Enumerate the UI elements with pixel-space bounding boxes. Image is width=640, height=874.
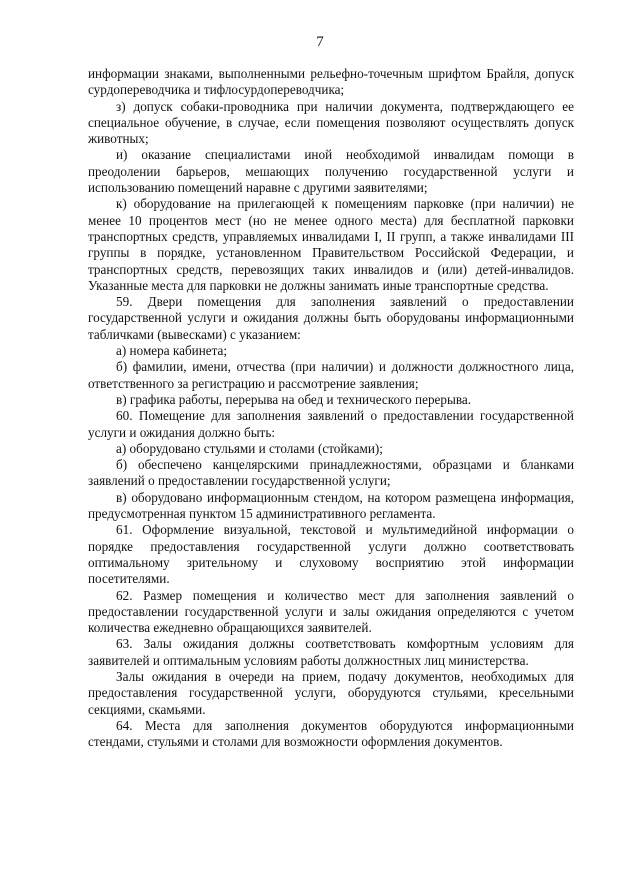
paragraph-59-v: в) графика работы, перерыва на обед и технического перерыва. [116,391,472,407]
paragraph-59: 59. Двери помещения для заполнения заявлений о предоставлении государственной услуги и ожидания должны быть оборудованы информационными табличками (вывесками) с указанием: [88,294,574,342]
paragraph-60-b: б) обеспечено канцелярскими принадлежностями, образцами и бланками заявлений о предоставлении государственной услуги; [88,457,574,489]
paragraph-60-a: а) оборудовано стульями и столами (стойками); [116,440,383,456]
paragraph-item-z: з) допуск собаки-проводника при наличии документа, подтверждающего ее специальное обучение, в случае, если помещения позволяют осуществлять допуск животных; [88,98,574,147]
paragraph-item-i: и) оказание специалистами иной необходимой инвалидам помощи в преодолении барьеров, мешающих получению государственной услуги и использованию помещений наравне с другими заявителями; [88,147,574,196]
paragraph-continuation: информации знаками, выполненными рельефно-точечным шрифтом Брайля, допуск сурдопереводчика и тифлосурдопереводчика; [88,66,574,98]
paragraph-63: 63. Залы ожидания должны соответствовать комфортным условиям для заявителей и оптимальным условиям работы должностных лиц министерства. [88,636,574,668]
paragraph-64: 64. Места для заполнения документов оборудуются информационными стендами, стульями и столами для возможности оформления документов. [88,717,574,750]
paragraph-59-b: б) фамилии, имени, отчества (при наличии) и должности должностного лица, ответственного за регистрацию и рассмотрение заявления; [88,359,574,391]
paragraph-63-waiting-halls: Залы ожидания в очереди на прием, подачу документов, необходимых для предоставления государственной услуги, оборудуются стульями, кресельными секциями, скамьями. [88,668,574,717]
paragraph-60: 60. Помещение для заполнения заявлений о предоставлении государственной услуги и ожидания должно быть: [88,408,574,440]
paragraph-item-k: к) оборудование на прилегающей к помещениям парковке (при наличии) не менее 10 процентов мест (но не менее одного места) для бесплатной парковки транспортных средств, управляемых инвалидами I, II групп, а также инвалидами III группы в порядке, установленном Правительством Российской Федерации, и транспортных средств, перевозящих таких инвалидов и (или) детей-инвалидов. Указанные места для парковки не должны занимать иные транспортные средства. [88,196,574,293]
page-number: 7 [316,34,324,50]
paragraph-60-v: в) оборудовано информационным стендом, на котором размещена информация, предусмотренная пунктом 15 административного регламента. [88,489,574,522]
paragraph-61: 61. Оформление визуальной, текстовой и мультимедийной информации о порядке предоставления государственной услуги должно соответствовать оптимальному зрительному и слуховому восприятию этой информации посетителями. [88,522,574,587]
paragraph-62: 62. Размер помещения и количество мест для заполнения заявлений о предоставлении государственной услуги и залы ожидания определяются с учетом количества ежедневно обращающихся заявителей. [88,587,574,636]
paragraph-59-a: а) номера кабинета; [116,343,228,359]
document-body [88,66,574,750]
